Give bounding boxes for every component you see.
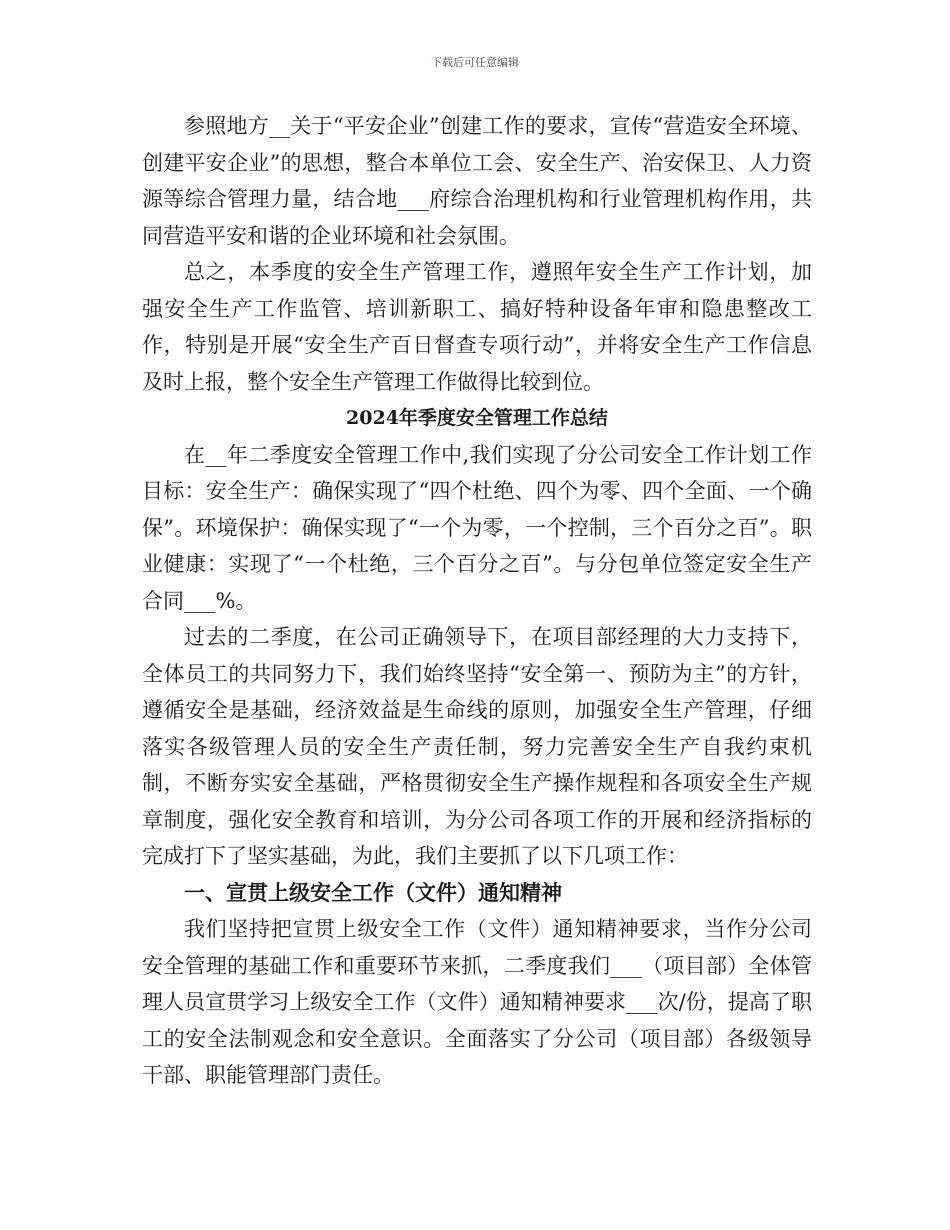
- paragraph-summary: 总之，本季度的安全生产管理工作，遵照年安全生产工作计划，加强安全生产工作监管、培训新职工、搞好特种设备年审和隐患整改工作，特别是开展“安全生产百日督查专项行动”，并将安全生产工作信息及时上报，整个安全生产管理工作做得比较到位。: [142, 260, 812, 394]
- section-heading-1: 一、宣贯上级安全工作（文件）通知精神: [184, 879, 562, 905]
- document-body: [142, 108, 812, 1094]
- document-title: 2024年季度安全管理工作总结: [346, 407, 608, 429]
- paragraph-safe-enterprise: 参照地方__关于“平安企业”创建工作的要求，宣传“营造安全环境、创建平安企业”的思想，整合本单位工会、安全生产、治安保卫、人力资源等综合管理力量，结合地___府综合治理机构和行业管理机构作用，共同营造平安和谐的企业环境和社会氛围。: [142, 114, 812, 248]
- paragraph-q2-review: 过去的二季度，在公司正确领导下，在项目部经理的大力支持下，全体员工的共同努力下，我们始终坚持“安全第一、预防为主”的方针，遵循安全是基础，经济效益是生命线的原则，加强安全生产管理，仔细落实各级管理人员的安全生产责任制，努力完善安全生产自我约束机制，不断夯实安全基础，严格贯彻安全生产操作规程和各项安全生产规章制度，强化安全教育和培训，为分公司各项工作的开展和经济指标的完成打下了坚实基础，为此，我们主要抓了以下几项工作：: [142, 625, 812, 868]
- page-header-note: 下载后可任意编辑: [431, 56, 519, 69]
- paragraph-q2-goals: 在__年二季度安全管理工作中,我们实现了分公司安全工作计划工作目标：安全生产：确保实现了“四个杜绝、四个为零、四个全面、一个确保”。环境保护：确保实现了“一个为零，一个控制，三个百分之百”。职业健康：实现了“一个杜绝，三个百分之百”。与分包单位签定安全生产合同___%。: [142, 442, 812, 613]
- paragraph-document-study: 我们坚持把宣贯上级安全工作（文件）通知精神要求，当作分公司安全管理的基础工作和重要环节来抓，二季度我们___（项目部）全体管理人员宣贯学习上级安全工作（文件）通知精神要求___次/份，提高了职工的安全法制观念和安全意识。全面落实了分公司（项目部）各级领导干部、职能管理部门责任。: [142, 917, 812, 1087]
